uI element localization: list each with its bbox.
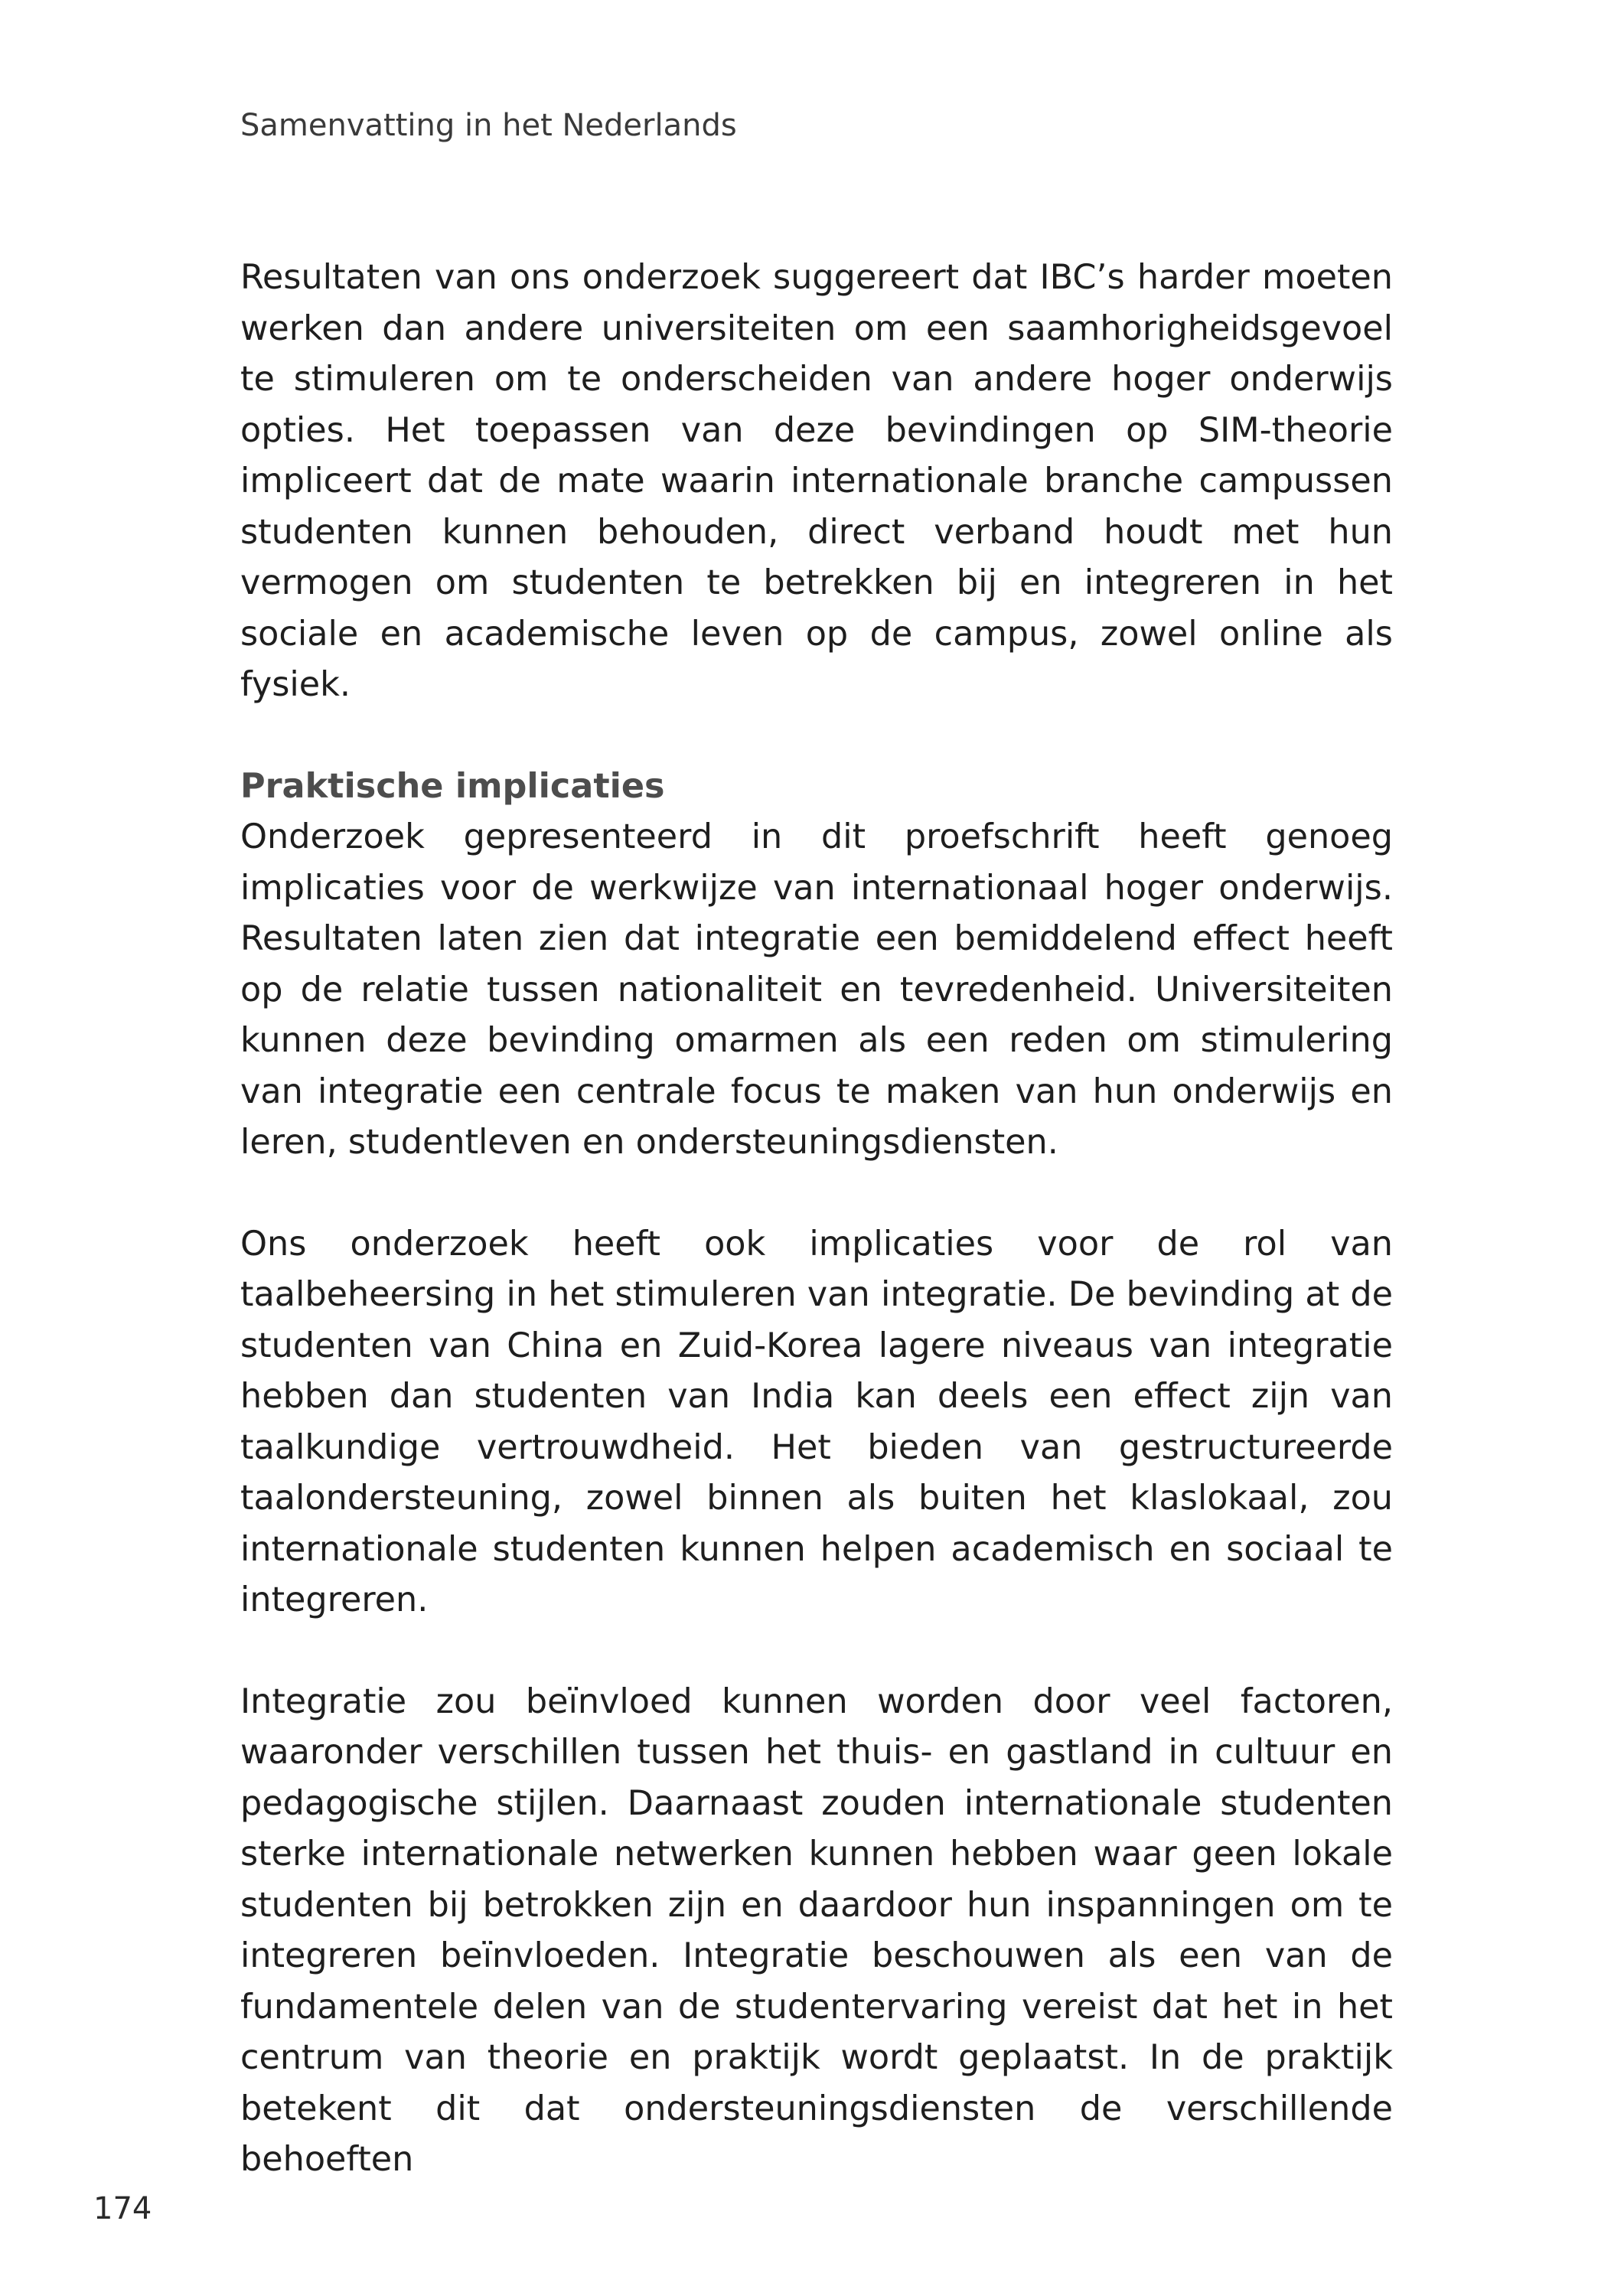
paragraph-integration-factors: Integratie zou beïnvloed kunnen worden door veel factoren, waaronder verschillen tussen het thuis- en gastland in cultuur en pedagogische stijlen. Daarnaast zouden internationale studenten sterke internationale netwerken kunnen hebben waar geen lokale studenten bij betrokken zijn en daardoor hun inspanningen om te integreren beïnvloeden. Integratie beschouwen als een van de fundamentele delen van de studentervaring vereist dat het in het centrum van theorie en praktijk wordt geplaatst. In de praktijk betekent dit dat ondersteuningsdiensten de verschillende behoeften	[240, 1681, 1393, 2179]
subheading-practical-implications: Praktische implicaties	[240, 766, 665, 806]
page-number: 174	[93, 2191, 152, 2226]
paragraph-language-proficiency: Ons onderzoek heeft ook implicaties voor de rol van taalbeheersing in het stimuleren van integratie. De bevinding at de studenten van China en Zuid-Korea lagere niveaus van integratie hebben dan studenten van India kan deels een effect zijn van taalkundige vertrouwdheid. Het bieden van gestructureerde taalondersteuning, zowel binnen als buiten het klaslokaal, zou internationale studenten kunnen helpen academisch en sociaal te integreren.	[240, 1224, 1393, 1619]
running-header: Samenvatting in het Nederlands	[240, 108, 737, 143]
body-text	[240, 253, 1393, 2186]
paragraph-gap	[240, 711, 1393, 762]
paragraph-gap	[240, 1626, 1393, 1677]
paragraph-results: Resultaten van ons onderzoek suggereert dat IBC’s harder moeten werken dan andere universiteiten om een saamhorigheidsgevoel te stimuleren om te onderscheiden van andere hoger onderwijs opties. Het toepassen van deze bevindingen op SIM-theorie impliceert dat de mate waarin internationale branche campussen studenten kunnen behouden, direct verband houdt met hun vermogen om studenten te betrekken bij en integreren in het sociale en academische leven op de campus, zowel online als fysiek.	[240, 258, 1393, 704]
paragraph-gap	[240, 1169, 1393, 1219]
paragraph-practical-implications: Onderzoek gepresenteerd in dit proefschrift heeft genoeg implicaties voor de werkwijze van internationaal hoger onderwijs. Resultaten laten zien dat integratie een bemiddelend effect heeft op de relatie tussen nationaliteit en tevredenheid. Universiteiten kunnen deze bevinding omarmen als een reden om stimulering van integratie een centrale focus te maken van hun onderwijs en leren, studentleven en ondersteuningsdiensten.	[240, 817, 1393, 1162]
